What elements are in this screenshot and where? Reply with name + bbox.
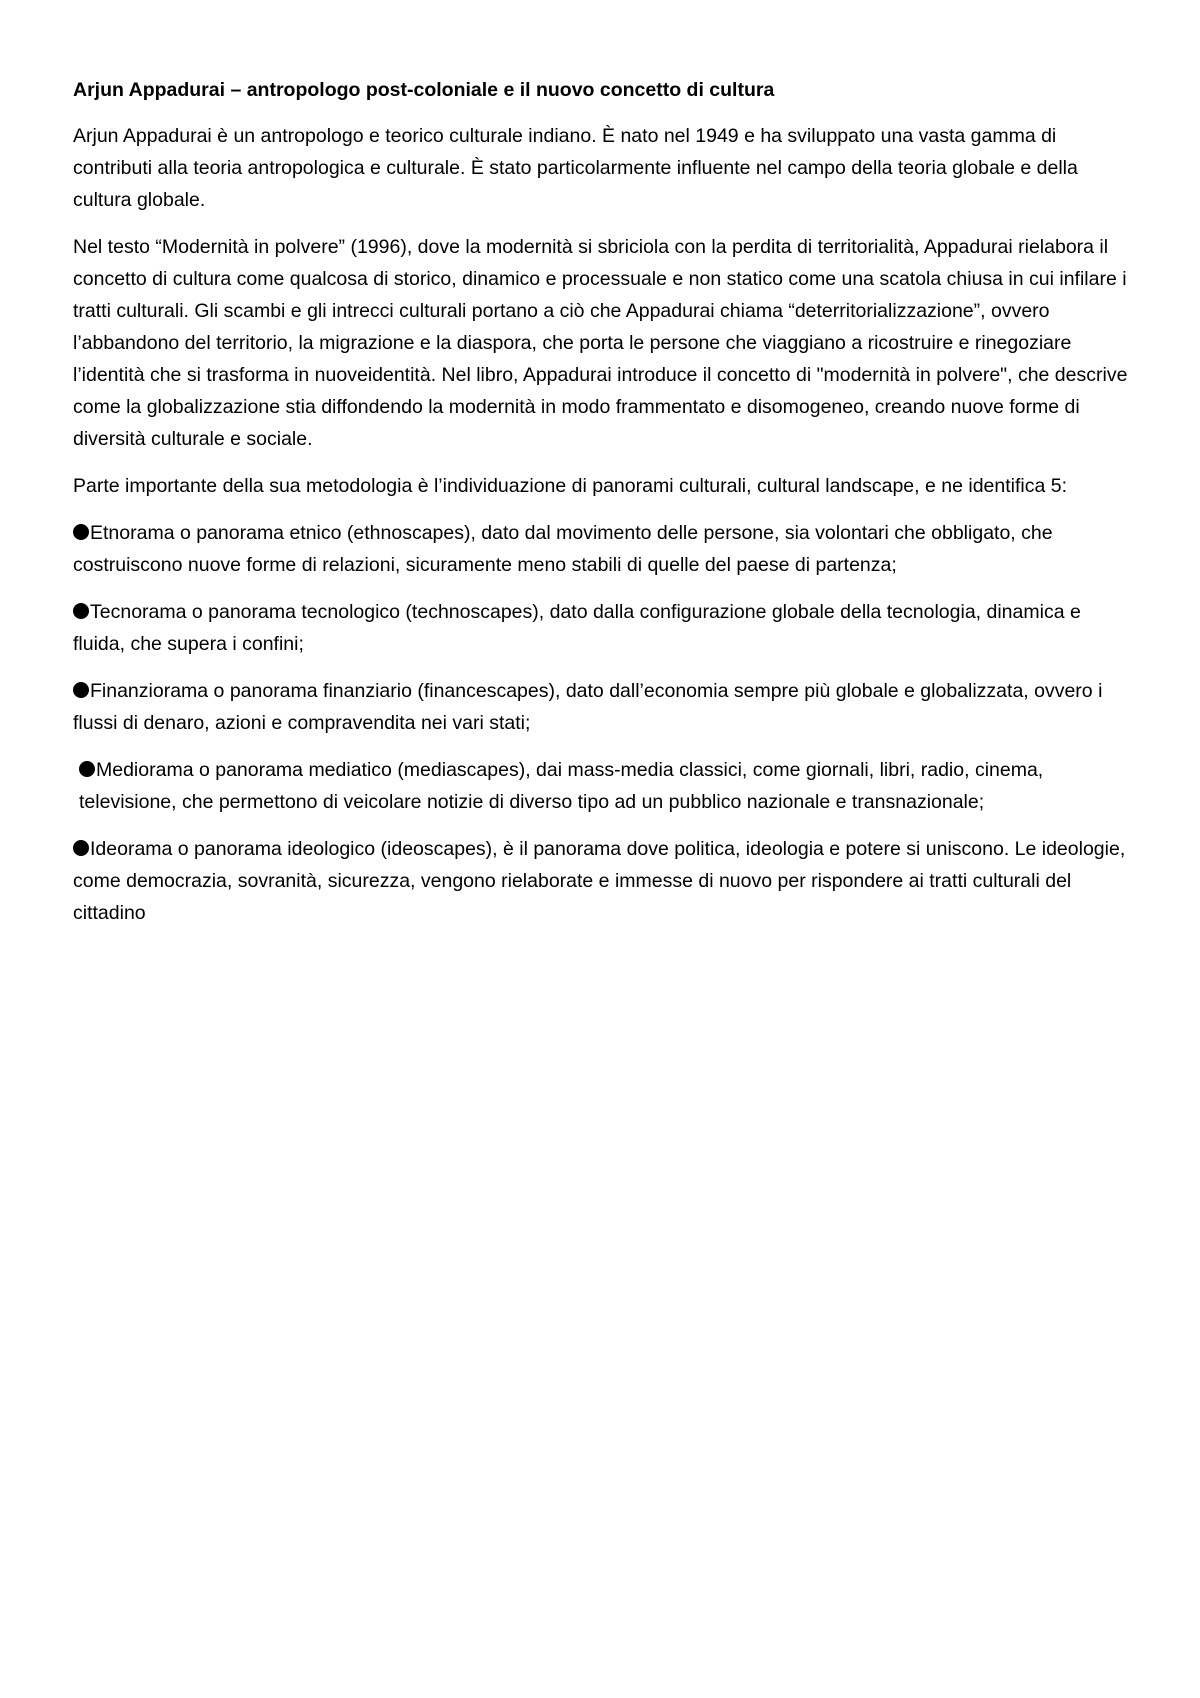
- list-item-text: Finanziorama o panorama finanziario (financescapes), dato dall’economia sempre più globale e globalizzata, ovvero i flussi di denaro, azioni e compravendita nei vari stati;: [73, 680, 1103, 734]
- intro-paragraph: Arjun Appadurai è un antropologo e teorico culturale indiano. È nato nel 1949 e ha sviluppato una vasta gamma di contributi alla teoria antropologica e culturale. È stato particolarmente influente nel campo della teoria globale e della cultura globale.: [73, 125, 1078, 211]
- bullet-icon: [79, 761, 95, 777]
- methodology-paragraph: Parte importante della sua metodologia è l’individuazione di panorami culturali, cultural landscape, e ne identifica 5:: [73, 475, 1068, 497]
- list-item-mediascapes: [73, 754, 1135, 818]
- list-item-ideoscapes: [73, 833, 1135, 929]
- bullet-icon: [73, 682, 89, 698]
- document-title: Arjun Appadurai – antropologo post-coloniale e il nuovo concetto di cultura: [73, 79, 775, 101]
- modernity-paragraph: Nel testo “Modernità in polvere” (1996), dove la modernità si sbriciola con la perdita di territorialità, Appadurai rielabora il concetto di cultura come qualcosa di storico, dinamico e processuale e non statico come una scatola chiusa in cui infilare i tratti culturali. Gli scambi e gli intrecci culturali portano a ciò che Appadurai chiama “deterritorializzazione”, ovvero l’abbandono del territorio, la migrazione e la diaspora, che porta le persone che viaggiano a ricostruire e rinegoziare l’identità che si trasforma in nuoveidentità. Nel libro, Appadurai introduce il concetto di "modernità in polvere", che descrive come la globalizzazione stia diffondendo la modernità in modo frammentato e disomogeneo, creando nuove forme di diversità culturale e sociale.: [73, 236, 1128, 450]
- list-item-text: Etnorama o panorama etnico (ethnoscapes), dato dal movimento delle persone, sia volontari che obbligato, che costruiscono nuove forme di relazioni, sicuramente meno stabili di quelle del paese di partenza;: [73, 522, 1053, 576]
- list-item-text: Ideorama o panorama ideologico (ideoscapes), è il panorama dove politica, ideologia e potere si uniscono. Le ideologie, come democrazia, sovranità, sicurezza, vengono rielaborate e immesse di nuovo per rispondere ai tratti culturali del cittadino: [73, 838, 1126, 924]
- list-item-financescapes: [73, 675, 1135, 739]
- list-item-text: Mediorama o panorama mediatico (mediascapes), dai mass-media classici, come giornali, libri, radio, cinema, televisione, che permettono di veicolare notizie di diverso tipo ad un pubblico nazionale e transnazionale;: [79, 759, 1044, 813]
- list-item-text: Tecnorama o panorama tecnologico (technoscapes), dato dalla configurazione globale della tecnologia, dinamica e fluida, che supera i confini;: [73, 601, 1081, 655]
- bullet-icon: [73, 840, 89, 856]
- list-item-technoscapes: [73, 596, 1135, 660]
- bullet-icon: [73, 524, 89, 540]
- bullet-icon: [73, 603, 89, 619]
- document-page: [73, 74, 1135, 944]
- list-item-ethnoscapes: [73, 517, 1135, 581]
